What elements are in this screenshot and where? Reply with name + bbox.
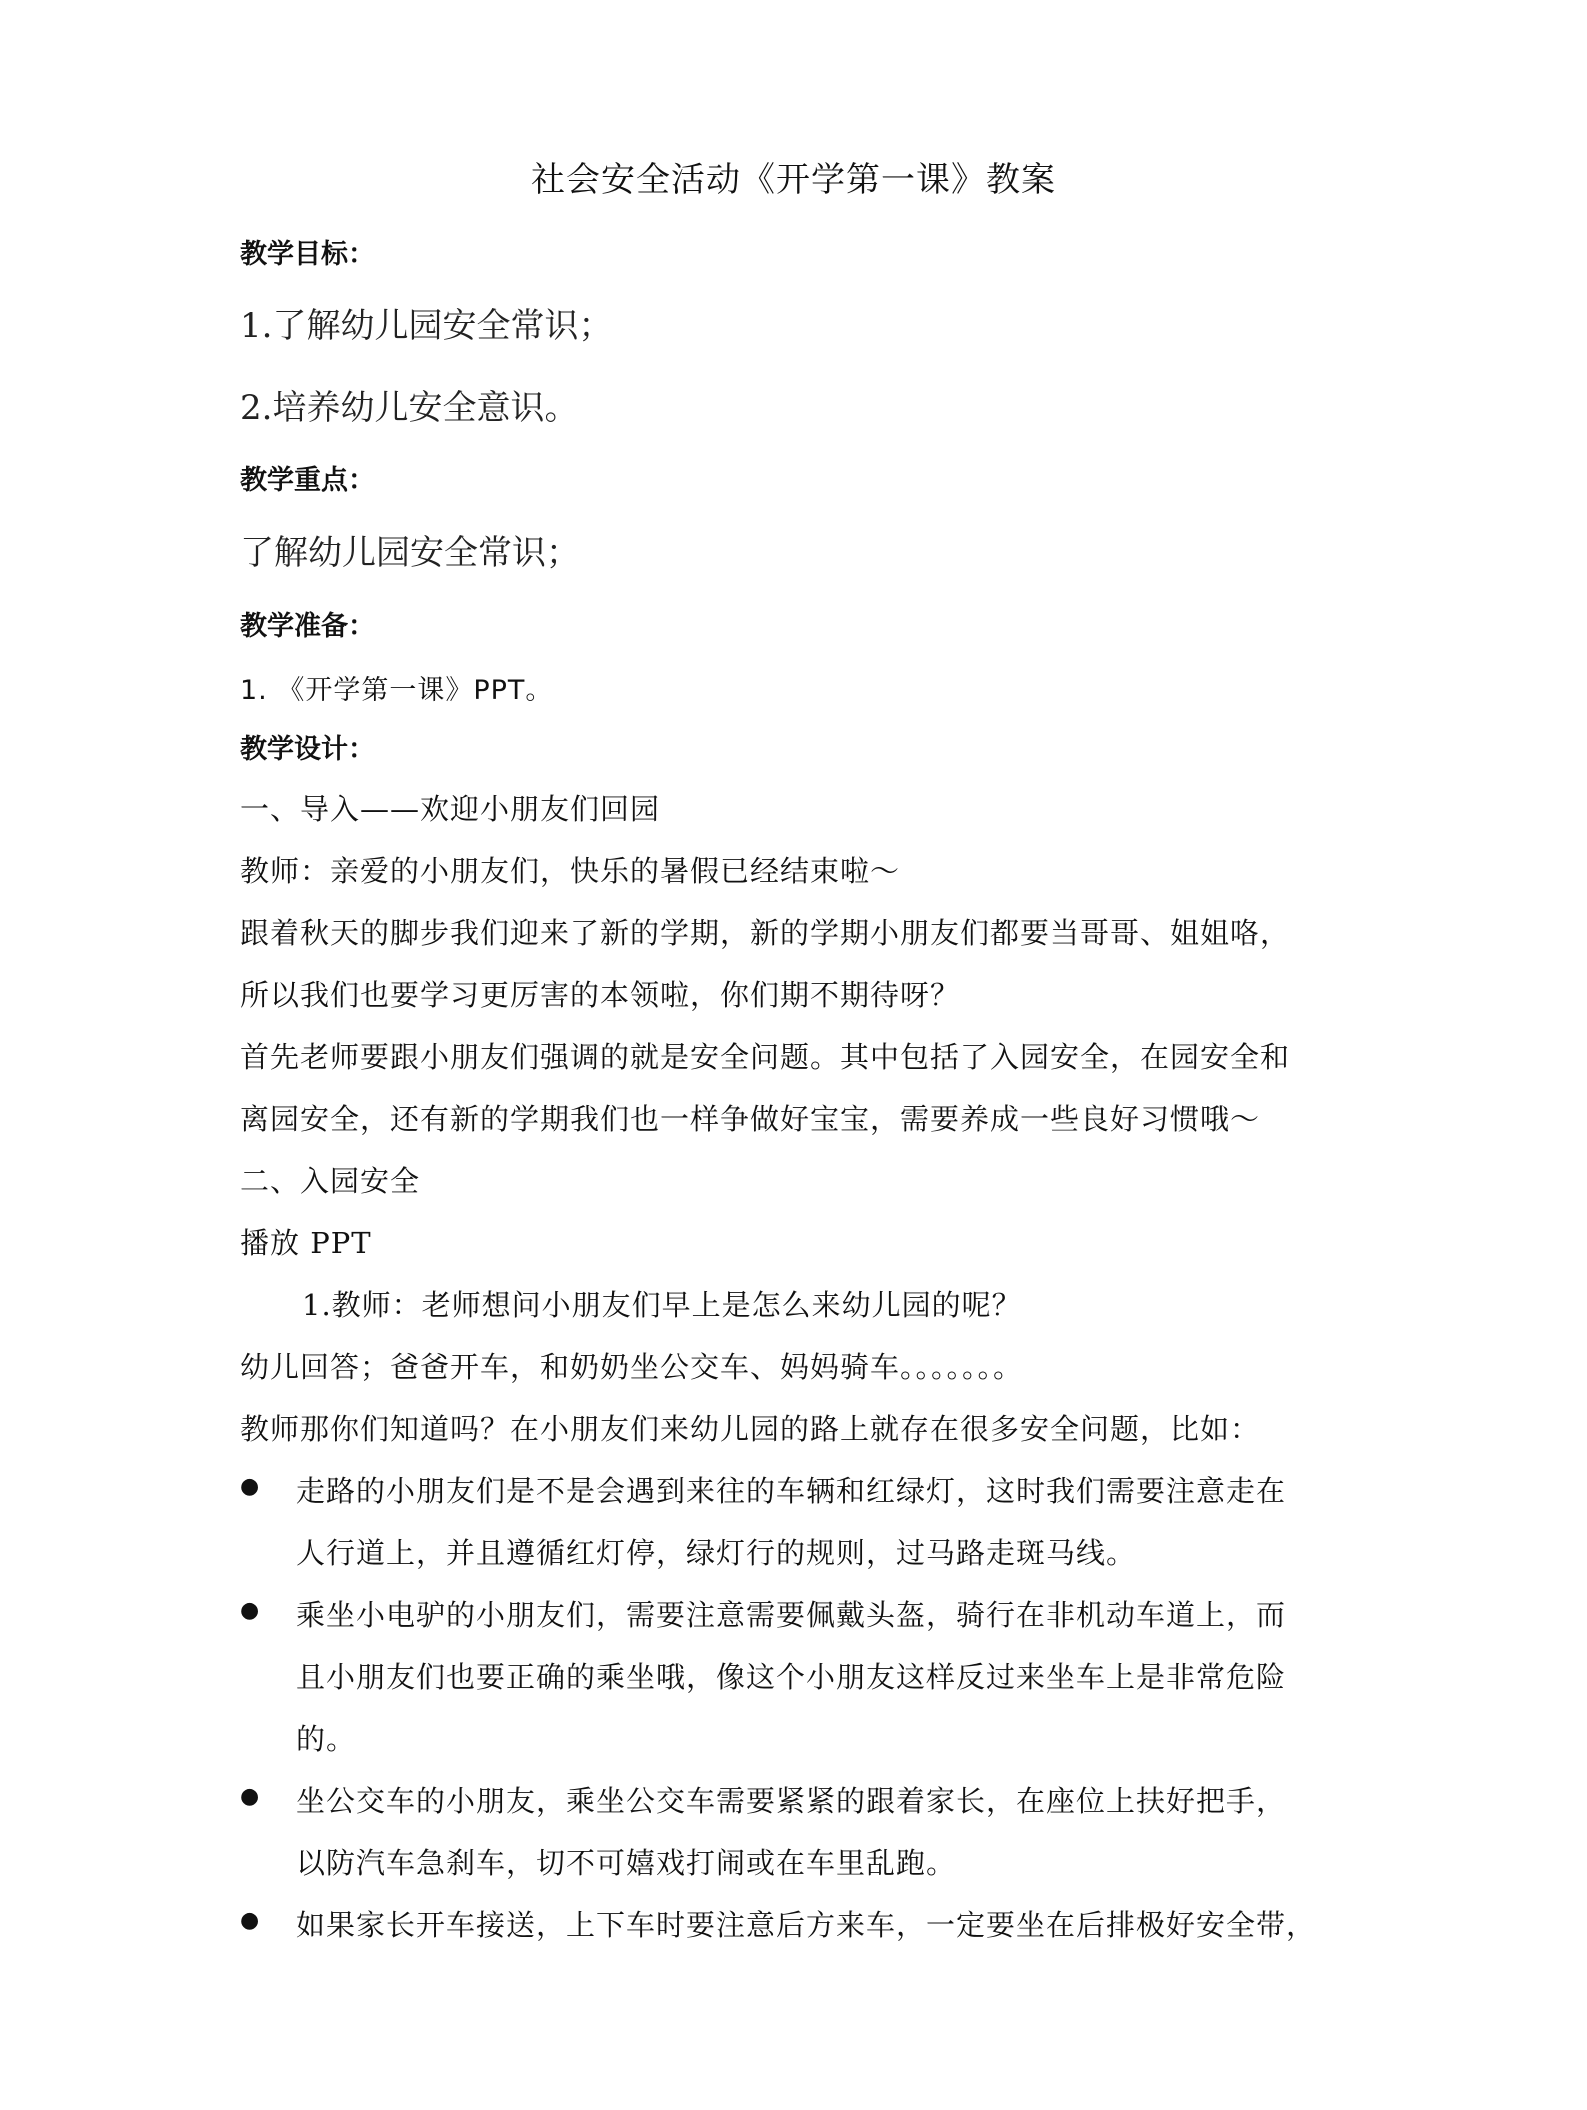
bullet-item-cont: 人行道上，并且遵循红灯停，绿灯行的规则，过马路走斑马线。 (296, 1536, 1137, 1570)
goal-item-2: 2.培养幼儿安全意识。 (240, 388, 579, 428)
paragraph: 首先老师要跟小朋友们强调的就是安全问题。其中包括了入园安全，在园安全和 (240, 1040, 1291, 1074)
part1-heading: 一、导入——欢迎小朋友们回园 (240, 792, 661, 826)
bullet-icon: ● (240, 1598, 260, 1623)
part2-heading: 二、入园安全 (240, 1164, 421, 1198)
question-1: 1.教师：老师想问小朋友们早上是怎么来幼儿园的呢？ (302, 1288, 1022, 1322)
paragraph: 离园安全，还有新的学期我们也一样争做好宝宝，需要养成一些良好习惯哦～ (240, 1102, 1261, 1136)
focus-heading: 教学重点： (240, 465, 375, 496)
paragraph: 所以我们也要学习更厉害的本领啦，你们期不期待呀？ (240, 978, 961, 1012)
bullet-item-cont: 且小朋友们也要正确的乘坐哦，像这个小朋友这样反过来坐车上是非常危险 (296, 1660, 1287, 1694)
document-title: 社会安全活动《开学第一课》教案 (531, 160, 1056, 200)
goals-heading: 教学目标： (240, 239, 375, 270)
answer-1: 幼儿回答；爸爸开车，和奶奶坐公交车、妈妈骑车。。。。。。。 (240, 1350, 1024, 1384)
bullet-item-cont: 以防汽车急刹车，切不可嬉戏打闹或在车里乱跑。 (296, 1846, 957, 1880)
bullet-icon: ● (240, 1784, 260, 1809)
prep-item-1: 1. 《开学第一课》PPT。 (240, 675, 554, 706)
design-heading: 教学设计： (240, 734, 375, 765)
focus-item-1: 了解幼儿园安全常识； (240, 533, 580, 573)
prep-heading: 教学准备： (240, 611, 375, 642)
paragraph: 跟着秋天的脚步我们迎来了新的学期，新的学期小朋友们都要当哥哥、姐姐咯， (240, 916, 1291, 950)
play-ppt-note: 播放 PPT (240, 1226, 372, 1260)
goal-item-1: 1.了解幼儿园安全常识； (240, 306, 613, 346)
paragraph: 教师：亲爱的小朋友们，快乐的暑假已经结束啦～ (240, 854, 901, 888)
paragraph: 教师那你们知道吗？在小朋友们来幼儿园的路上就存在很多安全问题，比如： (240, 1412, 1261, 1446)
bullet-icon: ● (240, 1908, 260, 1933)
bullet-item: 走路的小朋友们是不是会遇到来往的车辆和红绿灯，这时我们需要注意走在 (296, 1474, 1287, 1508)
bullet-icon: ● (240, 1474, 260, 1499)
bullet-item: 如果家长开车接送，上下车时要注意后方来车，一定要坐在后排极好安全带， (296, 1908, 1317, 1942)
bullet-item-cont: 的。 (296, 1722, 357, 1756)
bullet-item: 坐公交车的小朋友，乘坐公交车需要紧紧的跟着家长，在座位上扶好把手， (296, 1784, 1287, 1818)
bullet-item: 乘坐小电驴的小朋友们，需要注意需要佩戴头盔，骑行在非机动车道上，而 (296, 1598, 1287, 1632)
